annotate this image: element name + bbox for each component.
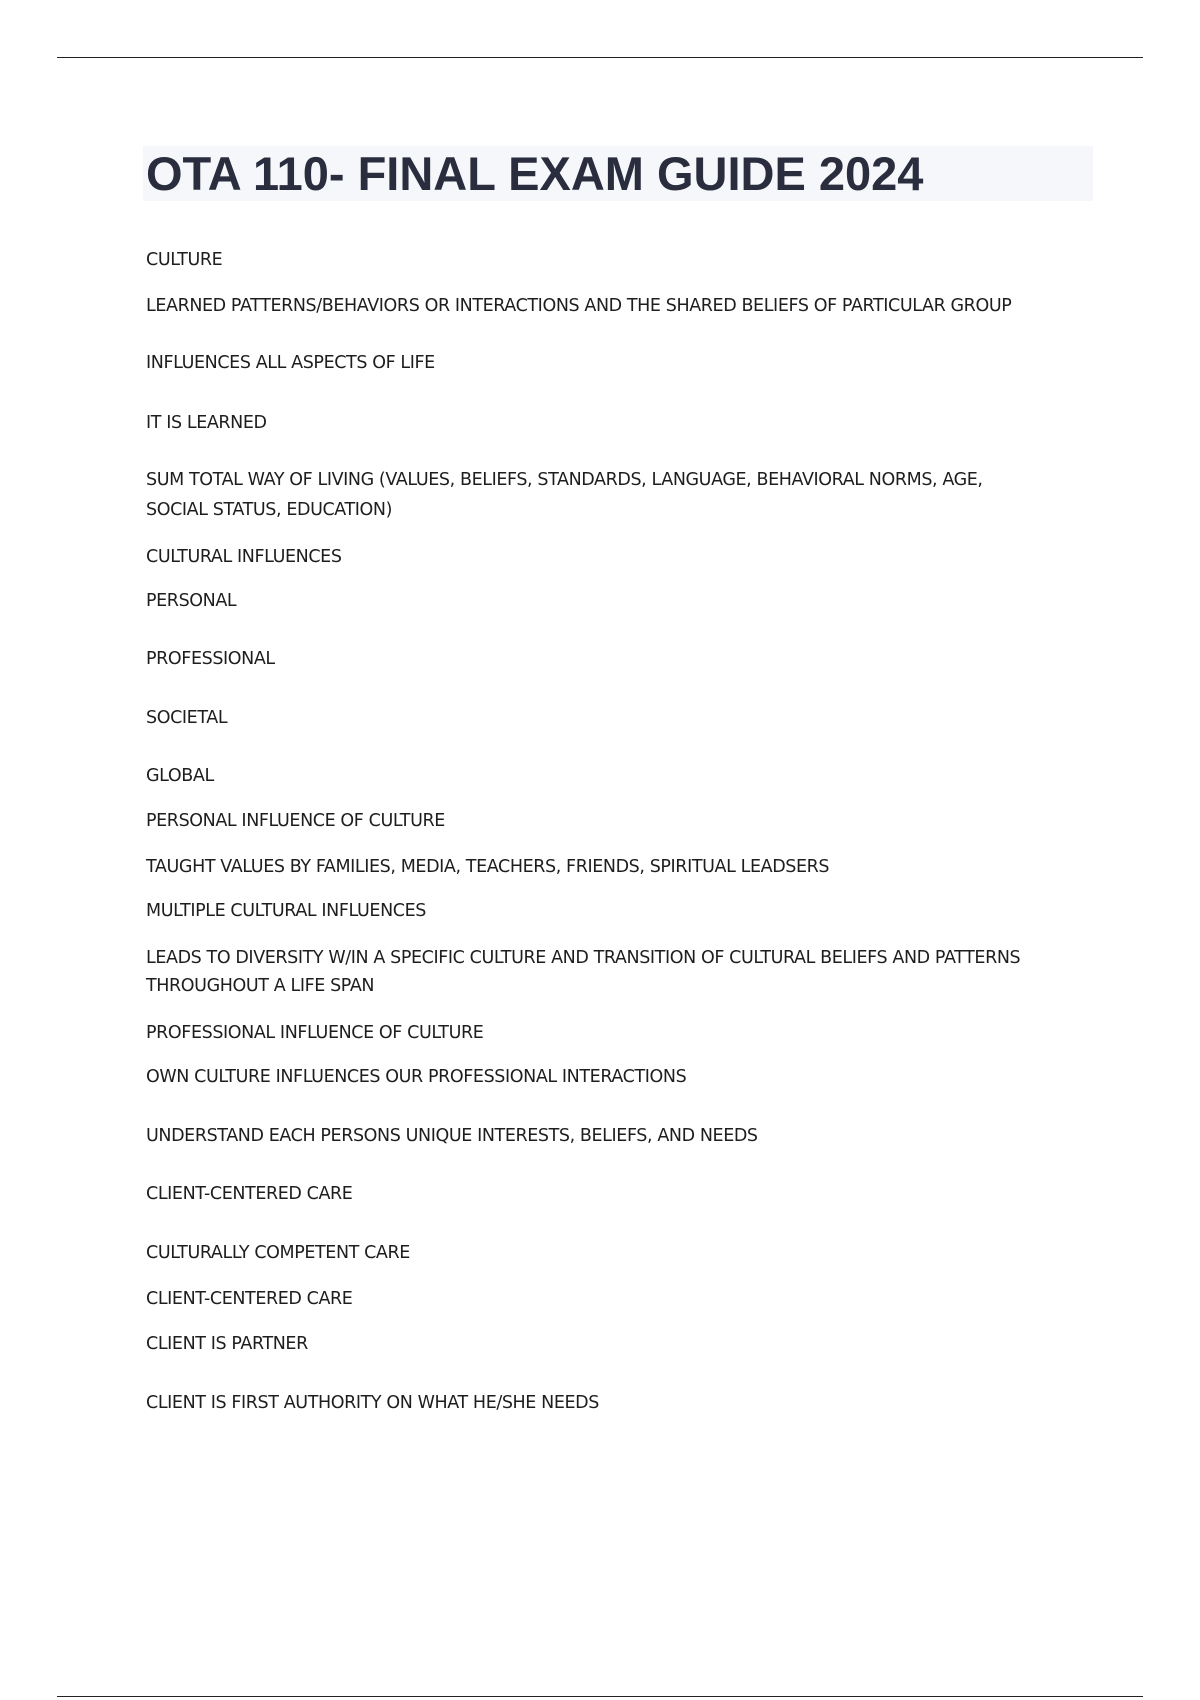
- text-line: LEADS TO DIVERSITY W/IN A SPECIFIC CULTURE AND TRANSITION OF CULTURAL BELIEFS AND PATTERNS: [146, 948, 1021, 968]
- text-line: OWN CULTURE INFLUENCES OUR PROFESSIONAL INTERACTIONS: [146, 1067, 687, 1087]
- text-line: SOCIETAL: [146, 708, 228, 728]
- text-line: PROFESSIONAL INFLUENCE OF CULTURE: [146, 1023, 484, 1043]
- text-line: CULTURE: [146, 250, 223, 270]
- top-rule: [57, 57, 1143, 58]
- text-line: THROUGHOUT A LIFE SPAN: [146, 976, 375, 996]
- text-line: GLOBAL: [146, 766, 214, 786]
- text-line: CULTURAL INFLUENCES: [146, 547, 342, 567]
- text-line: PERSONAL INFLUENCE OF CULTURE: [146, 811, 445, 831]
- text-line: CULTURALLY COMPETENT CARE: [146, 1243, 410, 1263]
- text-line: UNDERSTAND EACH PERSONS UNIQUE INTERESTS, BELIEFS, AND NEEDS: [146, 1126, 758, 1146]
- text-line: SOCIAL STATUS, EDUCATION): [146, 500, 393, 520]
- text-line: CLIENT-CENTERED CARE: [146, 1289, 353, 1309]
- text-line: TAUGHT VALUES BY FAMILIES, MEDIA, TEACHERS, FRIENDS, SPIRITUAL LEADSERS: [146, 857, 830, 877]
- bottom-rule: [57, 1696, 1143, 1697]
- text-line: MULTIPLE CULTURAL INFLUENCES: [146, 901, 426, 921]
- text-line: SUM TOTAL WAY OF LIVING (VALUES, BELIEFS, STANDARDS, LANGUAGE, BEHAVIORAL NORMS, AGE,: [146, 470, 983, 490]
- text-line: CLIENT IS PARTNER: [146, 1334, 308, 1354]
- text-line: INFLUENCES ALL ASPECTS OF LIFE: [146, 353, 435, 373]
- text-line: CLIENT-CENTERED CARE: [146, 1184, 353, 1204]
- text-line: CLIENT IS FIRST AUTHORITY ON WHAT HE/SHE NEEDS: [146, 1393, 599, 1413]
- text-line: LEARNED PATTERNS/BEHAVIORS OR INTERACTIONS AND THE SHARED BELIEFS OF PARTICULAR GROUP: [146, 296, 1012, 316]
- text-line: PROFESSIONAL: [146, 649, 275, 669]
- text-line: IT IS LEARNED: [146, 413, 267, 433]
- page-title: OTA 110- FINAL EXAM GUIDE 2024: [146, 147, 924, 200]
- text-line: PERSONAL: [146, 591, 237, 611]
